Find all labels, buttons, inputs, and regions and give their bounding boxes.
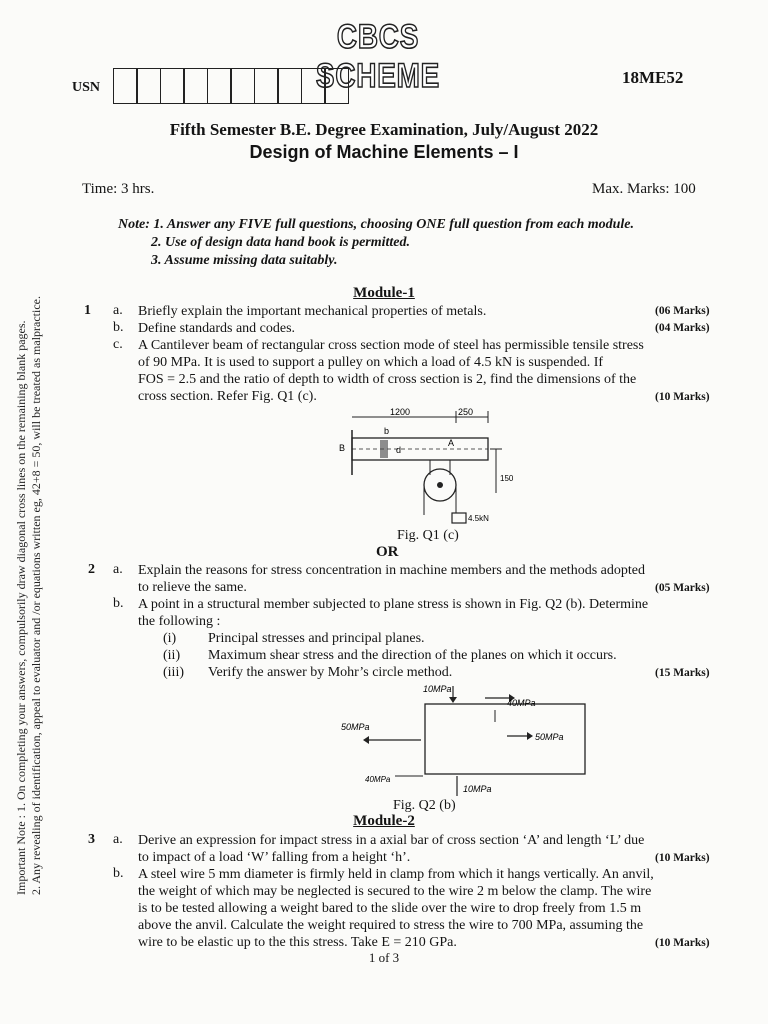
q1c-line-3: FOS = 2.5 and the ratio of depth to width of cross section is 2, find the dimensions of the	[138, 372, 637, 387]
dim-label-250: 250	[458, 407, 474, 417]
q3b-label: b.	[113, 866, 124, 881]
fig-q2b-diagram	[335, 682, 605, 800]
label-d: d	[396, 445, 402, 455]
q3b-line-3: is to be tested allowing a weight bared to the slide over the wire to drop freely from 1.5 m	[138, 901, 642, 916]
fig-q2b-caption: Fig. Q2 (b)	[393, 798, 456, 813]
fig-q1c-diagram	[330, 405, 530, 527]
q3b-line-2: the weight of which may be neglected is secured to the wire 2 m below the clamp. The wire	[138, 884, 652, 899]
q1c-line-1: A Cantilever beam of rectangular cross section mode of steel has permissible tensile stress	[138, 338, 644, 353]
usn-box	[254, 68, 279, 104]
usn-box	[136, 68, 161, 104]
q3a-line-1: Derive an expression for impact stress in a axial bar of cross section ‘A’ and length ‘L’ due	[138, 833, 645, 848]
q2a-label: a.	[113, 562, 123, 577]
arrowhead	[363, 736, 369, 744]
usn-box	[301, 68, 326, 104]
usn-box-row	[114, 68, 349, 104]
label-top-stress: 10MPa	[423, 684, 452, 694]
q1a-label: a.	[113, 303, 123, 318]
subject-title: Design of Machine Elements – I	[249, 142, 519, 162]
q3a-marks: (10 Marks)	[655, 852, 710, 864]
scheme-banner: CBCS SCHEME	[315, 18, 441, 95]
q2b-item-1-label: (i)	[163, 631, 177, 646]
height-label: 150	[500, 474, 514, 483]
q2b-item-2-text: Maximum shear stress and the direction of the planes on which it occurs.	[208, 648, 617, 663]
label-shear-right: 40MPa	[507, 698, 536, 708]
q2a-line-1: Explain the reasons for stress concentration in machine members and the methods adopted	[138, 563, 645, 578]
label-shear-bottom: 40MPa	[365, 775, 391, 784]
q1c-line-2: of 90 MPa. It is used to support a pulley on which a load of 4.5 kN is suspended. If	[138, 355, 604, 370]
label-A: A	[448, 438, 455, 448]
side-note-line-1: Important Note : 1. On completing your answers, compulsorily draw diagonal cross lines on the remaining blank pages.	[14, 320, 28, 895]
q3b-line-1: A steel wire 5 mm diameter is firmly held in clamp from which it hangs vertically. An anvil,	[138, 867, 654, 882]
q1c-line-4: cross section. Refer Fig. Q1 (c).	[138, 389, 317, 404]
q1-number: 1	[84, 303, 91, 318]
q2b-item-3-text: Verify the answer by Mohr’s circle method.	[208, 665, 453, 680]
usn-box	[324, 68, 349, 104]
q3a-label: a.	[113, 832, 123, 847]
or-divider: OR	[376, 544, 399, 560]
q3b-line-4: above the anvil. Calculate the weight required to stress the wire to 700 MPa, assuming the	[138, 918, 644, 933]
q2b-marks: (15 Marks)	[655, 667, 710, 679]
note-label: Note:	[118, 217, 150, 232]
subject-code: 18ME52	[622, 68, 684, 87]
q1b-text: Define standards and codes.	[138, 321, 296, 336]
label-right-stress: 50MPa	[535, 732, 564, 742]
usn-box	[160, 68, 185, 104]
q3b-line-5: wire to be elastic up to the this stress. Take E = 210 GPa.	[138, 935, 457, 950]
arrowhead	[449, 697, 457, 703]
q2b-label: b.	[113, 596, 124, 611]
q2b-line-2: the following :	[138, 614, 221, 629]
side-note-line-2: 2. Any revealing of identification, appeal to evaluator and /or equations written eg, 42+8 = 50, will be treated as malpractice.	[29, 295, 43, 895]
usn-box	[277, 68, 302, 104]
q2b-item-2-label: (ii)	[163, 648, 181, 663]
q2b-item-3-label: (iii)	[163, 665, 184, 680]
label-B: B	[339, 443, 346, 453]
q3b-marks: (10 Marks)	[655, 937, 710, 949]
usn-box	[183, 68, 208, 104]
q2a-marks: (05 Marks)	[655, 582, 710, 594]
usn-box	[207, 68, 232, 104]
q1a-text: Briefly explain the important mechanical properties of metals.	[138, 304, 487, 319]
usn-box	[113, 68, 138, 104]
q2b-item-1-text: Principal stresses and principal planes.	[208, 631, 425, 646]
q3a-line-2: to impact of a load ‘W’ falling from a height ‘h’.	[138, 850, 411, 865]
q1a-marks: (06 Marks)	[655, 305, 710, 317]
q1b-marks: (04 Marks)	[655, 322, 710, 334]
module-1-heading: Module-1	[353, 285, 415, 301]
dim-label-1200: 1200	[390, 407, 411, 417]
usn-box	[230, 68, 255, 104]
pulley-hub	[437, 482, 443, 488]
q1c-marks: (10 Marks)	[655, 391, 710, 403]
usn-label: USN	[72, 80, 101, 95]
page-number: 1 of 3	[368, 950, 400, 965]
side-important-note	[14, 255, 44, 895]
q1b-label: b.	[113, 320, 124, 335]
arrowhead	[527, 732, 533, 740]
q2-number: 2	[88, 562, 95, 577]
instructions-note	[118, 216, 634, 270]
note-item-1: 1. Answer any FIVE full questions, choosing ONE full question from each module.	[153, 217, 635, 232]
load-label: 4.5kN	[468, 514, 489, 523]
q3-number: 3	[88, 832, 95, 847]
max-marks: Max. Marks: 100	[592, 181, 696, 197]
exam-title: Fifth Semester B.E. Degree Examination, July/August 2022	[169, 120, 599, 139]
q1c-label: c.	[113, 337, 123, 352]
q2b-line-1: A point in a structural member subjected to plane stress is shown in Fig. Q2 (b). Determine	[138, 597, 649, 612]
label-b: b	[384, 426, 390, 436]
note-item-2: 2. Use of design data hand book is permitted.	[151, 235, 411, 250]
section-hatch	[380, 440, 388, 458]
load-block	[452, 513, 466, 523]
q2a-line-2: to relieve the same.	[138, 580, 247, 595]
note-item-3: 3. Assume missing data suitably.	[151, 253, 338, 268]
label-left-stress: 50MPa	[341, 722, 370, 732]
fig-q1c-caption: Fig. Q1 (c)	[397, 528, 459, 543]
module-2-heading: Module-2	[353, 813, 415, 829]
exam-duration: Time: 3 hrs.	[82, 181, 155, 197]
label-bottom-stress: 10MPa	[463, 784, 492, 794]
